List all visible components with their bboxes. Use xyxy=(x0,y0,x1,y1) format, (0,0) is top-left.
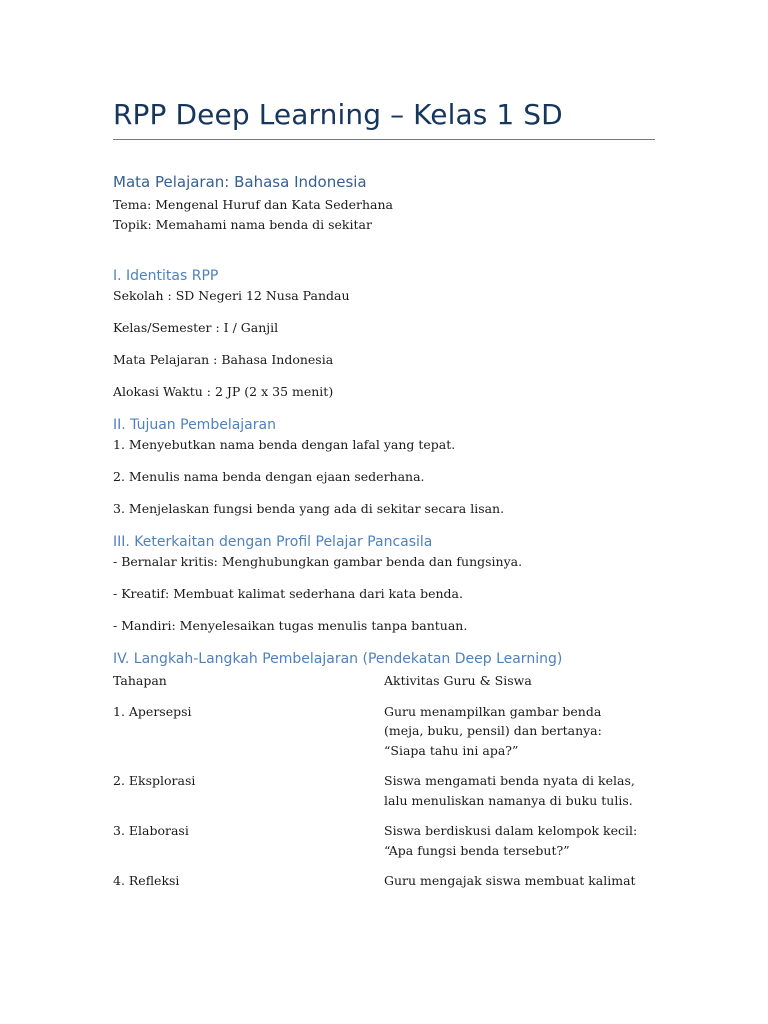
tahapan-cell: 2. Eksplorasi xyxy=(113,773,196,788)
column-header-tahapan: Tahapan xyxy=(113,673,167,688)
aktivitas-cell: Siswa berdiskusi dalam kelompok kecil: “Apa fungsi benda tersebut?” xyxy=(384,823,638,858)
document-title: RPP Deep Learning – Kelas 1 SD xyxy=(113,98,563,131)
table-row xyxy=(113,771,655,810)
section-heading-tujuan: II. Tujuan Pembelajaran xyxy=(113,417,276,433)
aktivitas-cell: Guru mengajak siswa membuat kalimat xyxy=(384,873,636,888)
tahapan-cell: 1. Apersepsi xyxy=(113,703,192,719)
column-header-aktivitas: Aktivitas Guru & Siswa xyxy=(384,673,532,688)
section-tujuan xyxy=(113,415,655,519)
tujuan-item: 1. Menyebutkan nama benda dengan lafal yang tepat. xyxy=(113,437,456,452)
identitas-alokasi: Alokasi Waktu : 2 JP (2 x 35 menit) xyxy=(113,384,334,399)
section-identitas xyxy=(113,266,655,402)
topik-line: Topik: Memahami nama benda di sekitar xyxy=(113,217,372,232)
profil-item: - Kreatif: Membuat kalimat sederhana dari kata benda. xyxy=(113,586,463,601)
tujuan-item: 3. Menjelaskan fungsi benda yang ada di sekitar secara lisan. xyxy=(113,501,505,516)
section-profil xyxy=(113,532,655,636)
section-heading-profil: III. Keterkaitan dengan Profil Pelajar Pancasila xyxy=(113,534,433,550)
subject-heading: Mata Pelajaran: Bahasa Indonesia xyxy=(113,173,367,191)
section-heading-langkah: IV. Langkah-Langkah Pembelajaran (Pendekatan Deep Learning) xyxy=(113,651,563,667)
aktivitas-cell: Siswa mengamati benda nyata di kelas, lalu menuliskan namanya di buku tulis. xyxy=(384,773,635,808)
table-row xyxy=(113,871,655,891)
aktivitas-cell: Guru menampilkan gambar benda (meja, buku, pensil) dan bertanya: “Siapa tahu ini apa?” xyxy=(384,703,602,758)
table-header-row xyxy=(113,671,655,691)
tema-line: Tema: Mengenal Huruf dan Kata Sederhana xyxy=(113,197,394,212)
identitas-sekolah: Sekolah : SD Negeri 12 Nusa Pandau xyxy=(113,288,350,303)
document-page xyxy=(113,96,655,902)
section-heading-identitas: I. Identitas RPP xyxy=(113,268,219,284)
profil-item: - Mandiri: Menyelesaikan tugas menulis tanpa bantuan. xyxy=(113,618,468,633)
tujuan-item: 2. Menulis nama benda dengan ejaan sederhana. xyxy=(113,469,425,484)
identitas-kelas: Kelas/Semester : I / Ganjil xyxy=(113,320,279,335)
profil-item: - Bernalar kritis: Menghubungkan gambar benda dan fungsinya. xyxy=(113,554,523,569)
tahapan-cell: 3. Elaborasi xyxy=(113,823,189,838)
title-underline xyxy=(113,139,655,140)
section-langkah xyxy=(113,649,655,891)
table-row xyxy=(113,702,655,761)
table-row xyxy=(113,821,655,860)
langkah-table xyxy=(113,671,655,891)
tahapan-cell: 4. Refleksi xyxy=(113,873,180,888)
identitas-mapel: Mata Pelajaran : Bahasa Indonesia xyxy=(113,352,334,367)
